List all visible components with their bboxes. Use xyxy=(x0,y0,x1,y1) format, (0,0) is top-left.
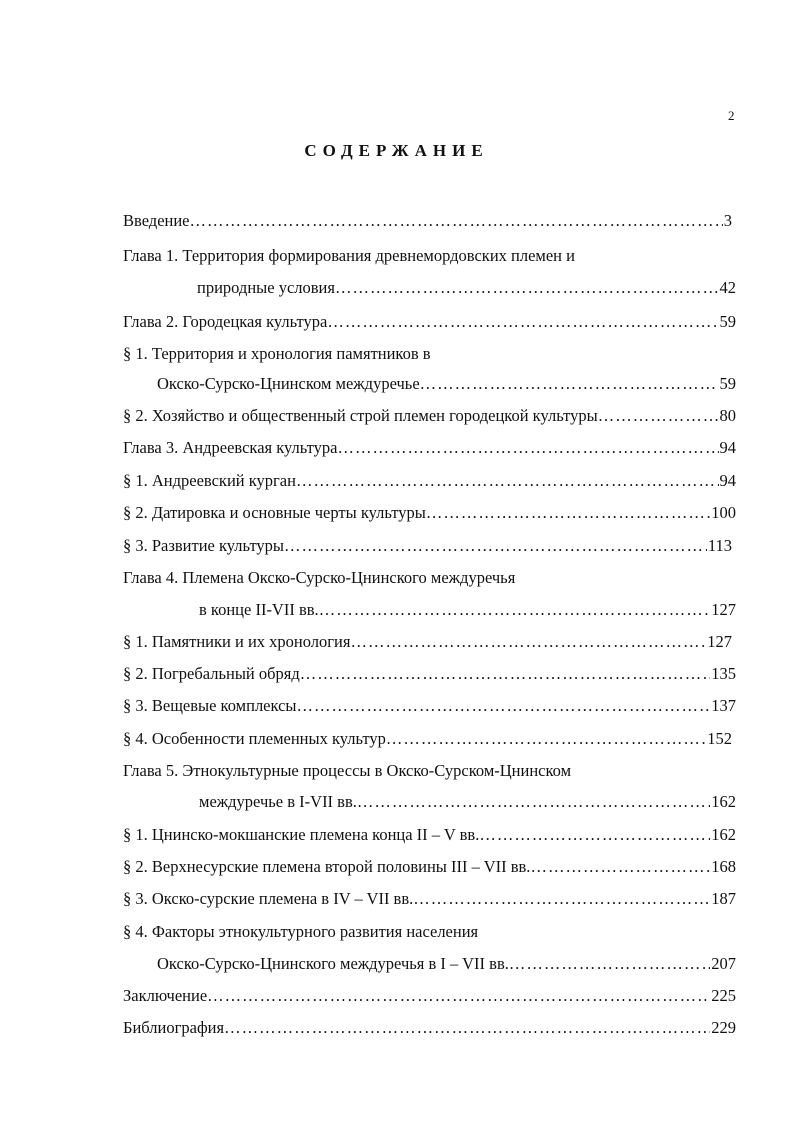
toc-entry-label: § 3. Развитие культуры xyxy=(123,536,285,555)
toc-entry-page: 113 xyxy=(707,536,732,555)
toc-entry-introduction xyxy=(123,210,732,232)
toc-entry-label: Введение xyxy=(123,211,190,230)
toc-entry-chapter-1-cont xyxy=(197,277,736,299)
toc-entry-label: § 2. Датировка и основные черты культуры xyxy=(123,503,426,522)
toc-entry-section-4-1 xyxy=(123,631,732,653)
toc-entry-section-5-3 xyxy=(123,888,736,910)
leader-dots xyxy=(357,791,710,813)
toc-entry-label: Глава 2. Городецкая культура xyxy=(123,312,328,331)
toc-entry-section-5-4 xyxy=(123,921,723,943)
page-title: СОДЕРЖАНИЕ xyxy=(304,141,489,160)
leader-dots xyxy=(350,631,706,653)
leader-dots xyxy=(297,695,711,717)
toc-entry-page: 127 xyxy=(707,632,732,651)
toc-entry-page: 162 xyxy=(711,792,736,811)
toc-entry-section-3-2 xyxy=(123,502,736,524)
toc-entry-bibliography xyxy=(123,1017,736,1039)
toc-entry-page: 100 xyxy=(711,503,736,522)
leader-dots xyxy=(327,311,718,333)
leader-dots xyxy=(300,663,710,685)
toc-entry-label: § 1. Территория и хронология памятников в xyxy=(123,344,431,363)
leader-dots xyxy=(296,470,719,492)
toc-entry-label: § 1. Цнинско-мокшанские племена конца II – V вв. xyxy=(123,825,480,844)
toc-entry-section-5-1 xyxy=(123,824,736,846)
toc-entry-page: 3 xyxy=(723,211,732,230)
leader-dots xyxy=(479,824,710,846)
toc-entry-label: Глава 5. Этнокультурные процессы в Окско-Сурском-Цнинском xyxy=(123,761,572,780)
toc-entry-label: § 1. Памятники и их хронология xyxy=(123,632,351,651)
toc-entry-page: 187 xyxy=(711,889,736,908)
toc-entry-page: 207 xyxy=(711,954,736,973)
toc-entry-label: Глава 3. Андреевская культура xyxy=(123,438,338,457)
toc-entry-label: междуречье в I-VII вв. xyxy=(199,792,357,811)
toc-entry-page: 168 xyxy=(711,857,736,876)
toc-entry-label: § 2. Погребальный обряд xyxy=(123,664,300,683)
toc-entry-chapter-5-cont xyxy=(199,791,736,813)
leader-dots xyxy=(530,856,710,878)
page-number: 2 xyxy=(728,108,735,123)
toc-entry-page: 162 xyxy=(711,825,736,844)
leader-dots xyxy=(338,437,719,459)
toc-entry-section-2-1-cont xyxy=(157,373,736,395)
toc-entry-section-4-3 xyxy=(123,695,736,717)
leader-dots xyxy=(426,502,710,524)
toc-entry-label: § 2. Хозяйство и общественный строй племен городецкой культуры xyxy=(123,406,598,425)
toc-entry-chapter-3 xyxy=(123,437,736,459)
toc-entry-label: в конце II-VII вв. xyxy=(199,600,319,619)
toc-entry-page: 135 xyxy=(711,664,736,683)
toc-entry-page: 42 xyxy=(719,278,736,297)
toc-entry-label: Окско-Сурско-Цнинском междуречье xyxy=(157,374,420,393)
toc-entry-section-4-2 xyxy=(123,663,736,685)
toc-entry-chapter-5 xyxy=(123,760,723,782)
toc-entry-page: 152 xyxy=(707,729,732,748)
toc-entry-page: 94 xyxy=(719,471,736,490)
leader-dots xyxy=(207,985,710,1007)
toc-entry-chapter-4-cont xyxy=(199,599,736,621)
leader-dots xyxy=(224,1017,710,1039)
toc-entry-page: 225 xyxy=(711,986,736,1005)
toc-entry-label: § 3. Окско-сурские племена в IV – VII вв. xyxy=(123,889,414,908)
toc-entry-label: § 4. Особенности племенных культур xyxy=(123,729,386,748)
leader-dots xyxy=(284,535,707,557)
toc-entry-section-2-2 xyxy=(123,405,736,427)
toc-entry-label: Окско-Сурско-Цнинского междуречья в I – VII вв. xyxy=(157,954,509,973)
toc-entry-chapter-4 xyxy=(123,567,723,589)
leader-dots xyxy=(386,728,706,750)
toc-entry-label: § 2. Верхнесурские племена второй половины III – VII вв. xyxy=(123,857,531,876)
toc-entry-section-5-4-cont xyxy=(157,953,736,975)
toc-entry-section-2-1 xyxy=(123,343,723,365)
leader-dots xyxy=(319,599,711,621)
leader-dots xyxy=(509,953,710,975)
toc-entry-page: 94 xyxy=(719,438,736,457)
toc-entry-label: § 3. Вещевые комплексы xyxy=(123,696,297,715)
toc-entry-conclusion xyxy=(123,985,736,1007)
toc-entry-section-4-4 xyxy=(123,728,732,750)
toc-entry-page: 127 xyxy=(711,600,736,619)
toc-entry-label: Библиография xyxy=(123,1018,225,1037)
toc-entry-label: Заключение xyxy=(123,986,208,1005)
leader-dots xyxy=(335,277,719,299)
toc-entry-page: 59 xyxy=(719,374,736,393)
toc-entry-chapter-2 xyxy=(123,311,736,333)
toc-entry-chapter-1 xyxy=(123,245,723,267)
toc-entry-label: природные условия xyxy=(197,278,335,297)
toc-entry-page: 229 xyxy=(711,1018,736,1037)
toc-entry-section-3-1 xyxy=(123,470,736,492)
toc-entry-page: 80 xyxy=(719,406,736,425)
leader-dots xyxy=(413,888,710,910)
toc-entry-label: Глава 1. Территория формирования древнемордовских племен и xyxy=(123,246,575,265)
toc-entry-label: § 1. Андреевский курган xyxy=(123,471,296,490)
toc-entry-label: § 4. Факторы этнокультурного развития населения xyxy=(123,922,479,941)
toc-entry-section-5-2 xyxy=(123,856,736,878)
toc-entry-label: Глава 4. Племена Окско-Сурско-Цнинского междуречья xyxy=(123,568,516,587)
toc-entry-section-3-3 xyxy=(123,535,732,557)
toc-entry-page: 59 xyxy=(719,312,736,331)
leader-dots xyxy=(190,210,723,232)
leader-dots xyxy=(598,405,719,427)
leader-dots xyxy=(420,373,719,395)
toc-entry-page: 137 xyxy=(711,696,736,715)
